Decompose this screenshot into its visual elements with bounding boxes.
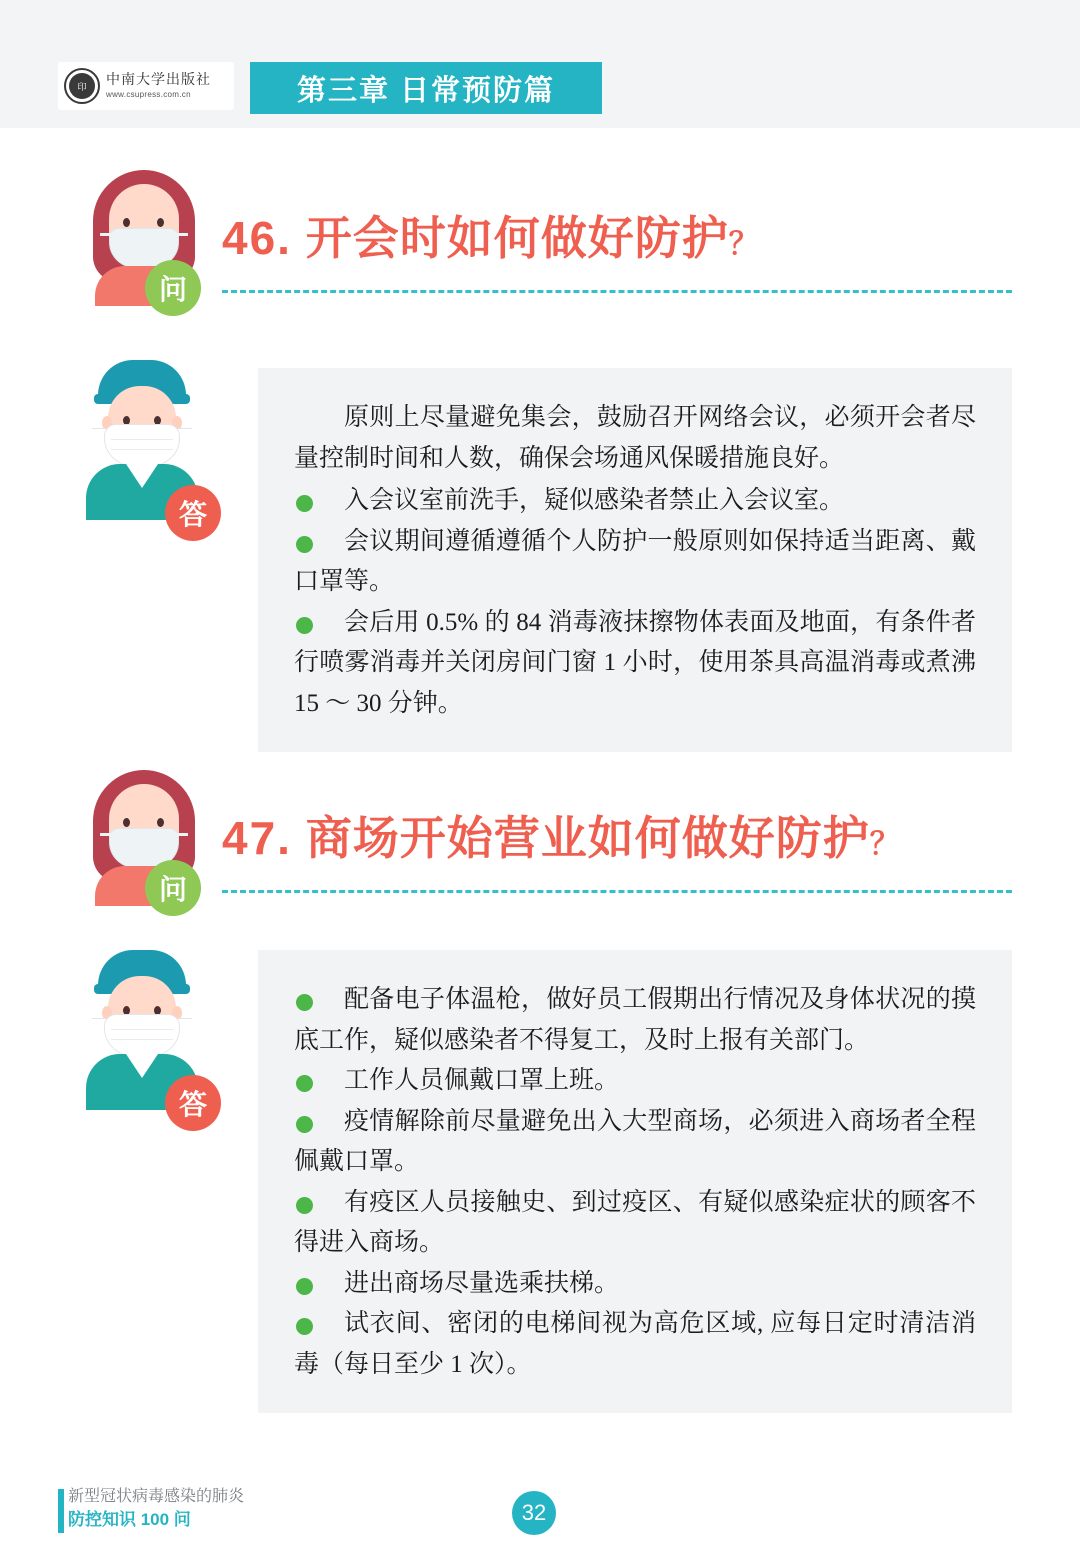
question-title-46	[222, 202, 760, 268]
divider-46	[222, 290, 1012, 293]
bullet-dot-icon	[296, 1116, 313, 1133]
bullet-dot-icon	[296, 994, 313, 1011]
chapter-tab: 第三章 日常预防篇	[250, 62, 602, 114]
answer-bullet-text: 配备电子体温枪，做好员工假期出行情况及身体状况的摸底工作，疑似感染者不得复工，及时上报有关部门。	[294, 986, 976, 1054]
seal-icon	[64, 68, 100, 104]
answer-panel-47	[258, 950, 1012, 1413]
answer-bullet-text: 会议期间遵循遵循个人防护一般原则如保持适当距离、戴口罩等。	[294, 527, 976, 595]
answer-bullet-text: 进出商场尽量选乘扶梯。	[344, 1269, 620, 1297]
answer-bullet	[294, 1061, 976, 1102]
answer-bullet	[294, 980, 976, 1061]
page-footer	[0, 1443, 1080, 1563]
answer-bullet-text: 有疫区人员接触史、到过疫区、有疑似感染症状的顾客不得进入商场。	[294, 1188, 976, 1256]
publisher-logo-text	[106, 72, 211, 100]
question-text-46: 开会时如何做好防护	[305, 212, 729, 264]
answer-bullet	[294, 481, 976, 522]
bullet-dot-icon	[296, 1075, 313, 1092]
question-title-47	[222, 802, 901, 868]
question-text-47: 商场开始营业如何做好防护	[305, 812, 870, 864]
question-row-46	[0, 160, 1080, 310]
footer-title-line1: 新型冠状病毒感染的肺炎	[68, 1488, 245, 1505]
bullet-dot-icon	[296, 495, 313, 512]
divider-47	[222, 890, 1012, 893]
page-header	[0, 0, 1080, 128]
publisher-logo	[58, 62, 234, 110]
answer-bullet	[294, 1304, 976, 1385]
question-badge: 问	[145, 260, 201, 316]
footer-book-title	[68, 1485, 244, 1533]
qa-section-46	[0, 160, 1080, 717]
answer-bullet-text: 试衣间、密闭的电梯间视为高危区域, 应每日定时清洁消毒（每日至少 1 次）。	[294, 1310, 976, 1378]
qa-section-47	[0, 760, 1080, 1378]
answer-bullet	[294, 1264, 976, 1305]
answer-bullet	[294, 522, 976, 603]
footer-title-line2: 防控知识 100 问	[68, 1510, 191, 1530]
bullet-dot-icon	[296, 536, 313, 553]
answer-badge-46: 答	[165, 485, 221, 541]
question-number-46: 46.	[222, 212, 292, 264]
question-number-47: 47.	[222, 812, 292, 864]
answer-bullet-text: 入会议室前洗手，疑似感染者禁止入会议室。	[344, 487, 845, 514]
answer-bullet	[294, 1183, 976, 1264]
answer-panel-46	[258, 368, 1012, 752]
footer-accent-bar	[58, 1489, 64, 1533]
publisher-name: 中南大学出版社	[106, 73, 211, 89]
answer-bullet-text: 疫情解除前尽量避免出入大型商场，必须进入商场者全程佩戴口罩。	[294, 1107, 976, 1175]
seal-inner-label: 印	[69, 73, 95, 99]
bullet-dot-icon	[296, 1197, 313, 1214]
answer-bullet	[294, 603, 976, 725]
question-badge: 问	[145, 860, 201, 916]
bullet-dot-icon	[296, 617, 313, 634]
bullet-dot-icon	[296, 1318, 313, 1335]
answer-badge-47: 答	[165, 1075, 221, 1131]
answer-paragraph-46: 原则上尽量避免集会，鼓励召开网络会议，必须开会者尽量控制时间和人数，确保会场通风保暖措施良好。	[294, 404, 976, 472]
page-number: 32	[512, 1491, 556, 1535]
answer-bullet-text: 会后用 0.5% 的 84 消毒液抹擦物体表面及地面，有条件者行喷雾消毒并关闭房间门窗 1 小时，使用茶具高温消毒或煮沸 15 ～ 30 分钟。	[294, 608, 976, 717]
question-row-47	[0, 760, 1080, 910]
answer-bullet-text: 工作人员佩戴口罩上班。	[344, 1067, 620, 1094]
publisher-url: www.csupress.com.cn	[106, 89, 191, 99]
question-mark-46: ？	[728, 228, 760, 261]
question-mark-47: ？	[869, 828, 901, 861]
bullet-dot-icon	[296, 1278, 313, 1295]
answer-bullet	[294, 1102, 976, 1183]
